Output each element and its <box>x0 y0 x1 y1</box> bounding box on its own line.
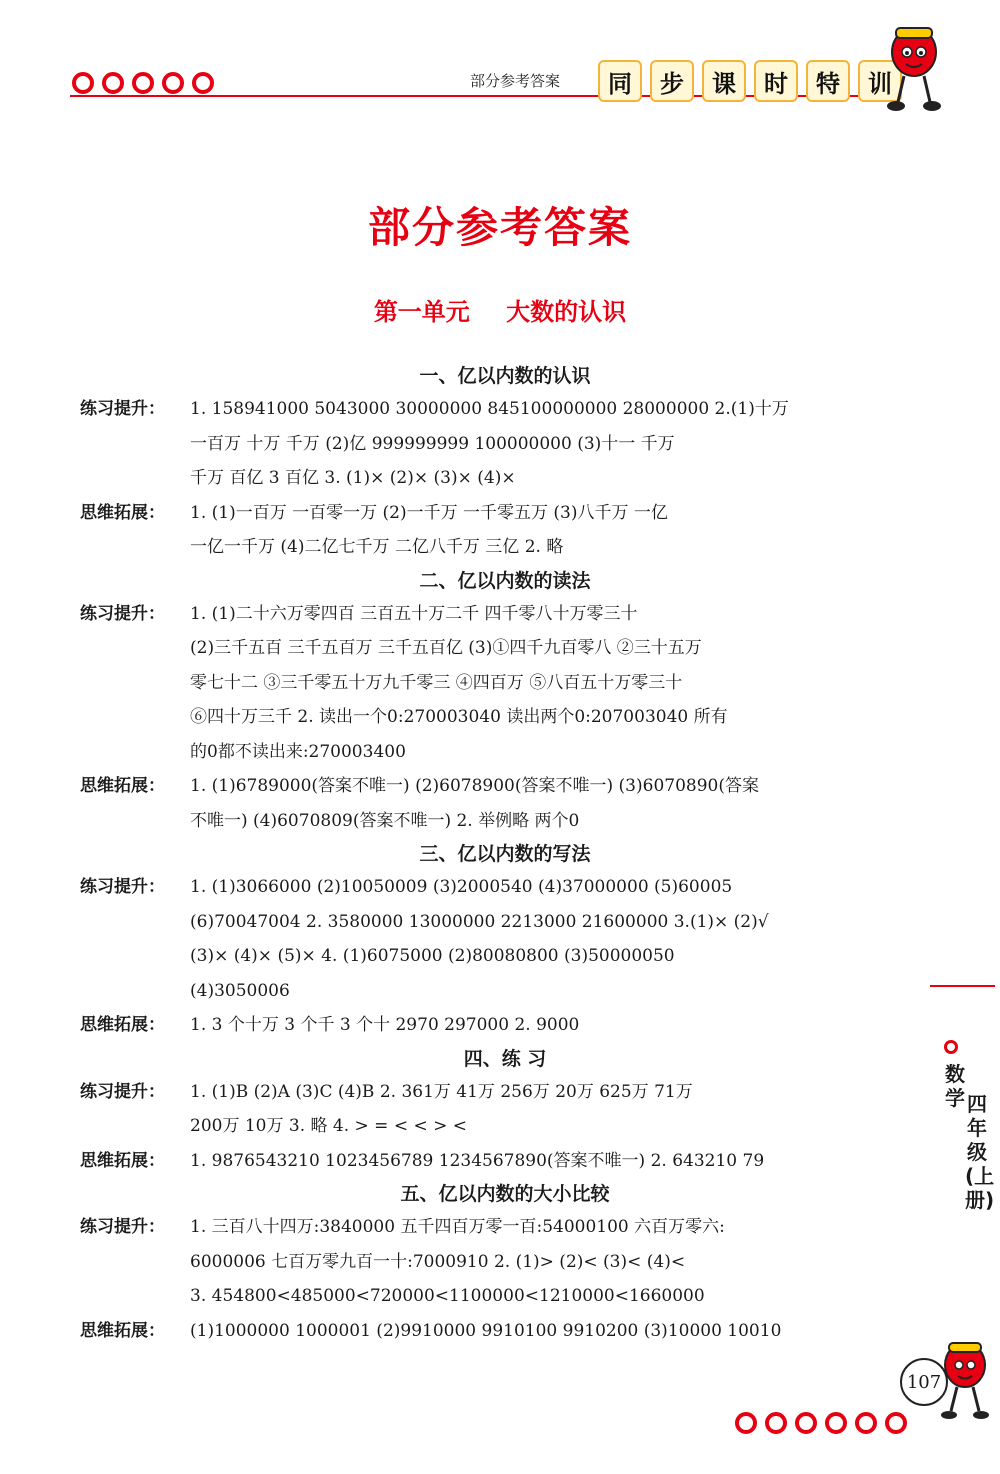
item-label: 思维拓展： <box>80 502 165 523</box>
answer-line: 3. 454800<485000<720000<1100000<1210000<1660000 <box>190 1286 705 1306</box>
answer-line: 1. (1)6789000(答案不唯一) (2)6078900(答案不唯一) (3)6070890(答案 <box>190 776 759 796</box>
item-lines <box>190 496 910 565</box>
series-title-char: 步 <box>650 60 694 102</box>
item-lines <box>190 1075 910 1144</box>
decorative-dot <box>735 1412 757 1434</box>
circle-icon <box>944 1040 958 1054</box>
answer-item <box>80 1075 910 1144</box>
section-title: 一、亿以内数的认识 <box>419 365 591 387</box>
item-lines <box>190 392 910 496</box>
section-1 <box>80 360 910 565</box>
series-title <box>598 60 902 102</box>
series-title-char: 特 <box>806 60 850 102</box>
section-3 <box>80 838 910 1043</box>
series-title-char: 时 <box>754 60 798 102</box>
header-label: 部分参考答案 <box>470 72 561 90</box>
answer-line: 1. (1)二十六万零四百 三百五十万二千 四千零八十万零三十 <box>190 603 638 624</box>
answer-line: 1. (1)B (2)A (3)C (4)B 2. 361万 41万 256万 20万 625万 71万 <box>190 1081 693 1102</box>
section-4 <box>80 1043 910 1179</box>
item-label: 练习提升： <box>80 399 165 419</box>
item-label: 练习提升： <box>80 877 165 897</box>
answer-line: (3)× (4)× (5)× 4. (1)6075000 (2)80080800 (3)50000050 <box>190 946 675 966</box>
decorative-dot <box>132 72 154 94</box>
item-label: 练习提升： <box>80 1081 165 1102</box>
side-tab-rule <box>930 985 995 987</box>
decorative-dot <box>855 1412 877 1434</box>
answer-item <box>80 870 910 1008</box>
section-title: 五、亿以内数的大小比较 <box>400 1183 610 1205</box>
item-label: 思维拓展： <box>80 776 165 796</box>
section-5 <box>80 1178 910 1348</box>
page-header <box>0 0 1000 130</box>
pencil-mascot-icon <box>935 1335 995 1425</box>
item-lines <box>190 870 910 1008</box>
item-lines <box>190 1314 910 1349</box>
answer-item <box>80 496 910 565</box>
header-decoration-dots <box>72 72 214 94</box>
answer-line: 一亿一千万 (4)二亿七千万 二亿八千万 三亿 2. 略 <box>190 537 564 557</box>
decorative-dot <box>102 72 124 94</box>
section-2 <box>80 565 910 839</box>
section-title: 二、亿以内数的读法 <box>419 569 591 592</box>
item-label: 思维拓展： <box>80 1150 165 1171</box>
answer-line: 不唯一) (4)6070809(答案不唯一) 2. 举例略 两个0 <box>190 810 580 831</box>
answer-item <box>80 769 910 838</box>
answer-line: 1. 9876543210 1023456789 1234567890(答案不唯一) 2. 643210 79 <box>190 1150 765 1171</box>
item-lines <box>190 1210 910 1314</box>
item-lines <box>190 769 910 838</box>
side-subject: 数学 <box>945 1062 965 1110</box>
pencil-mascot-icon <box>880 18 950 118</box>
item-lines <box>190 1008 910 1043</box>
decorative-dot <box>765 1412 787 1434</box>
page-title: 部分参考答案 <box>367 203 632 252</box>
answer-line: 1. 三百八十四万:3840000 五千四百万零一百:54000100 六百万零六: <box>190 1217 725 1237</box>
answer-line: 1. 3 个十万 3 个千 3 个十 2970 297000 2. 9000 <box>190 1015 580 1035</box>
item-label: 思维拓展： <box>80 1015 165 1035</box>
decorative-dot <box>192 72 214 94</box>
item-lines <box>190 1144 910 1179</box>
series-title-char: 训 <box>858 60 902 102</box>
decorative-dot <box>162 72 184 94</box>
answer-line: 1. (1)3066000 (2)10050009 (3)2000540 (4)37000000 (5)60005 <box>190 877 733 897</box>
answer-line: 6000006 七百万零九百一十:7000910 2. (1)> (2)< (3)< (4)< <box>190 1251 686 1272</box>
item-label: 思维拓展： <box>80 1320 165 1341</box>
answer-content <box>80 360 910 1348</box>
answer-item <box>80 597 910 770</box>
answer-line: 200万 10万 3. 略 4. > = < < > < <box>190 1116 468 1136</box>
answer-line: 零七十二 ③三千零五十万九千零三 ④四百万 ⑤八百五十万零三十 <box>190 672 683 693</box>
item-label: 练习提升： <box>80 603 165 624</box>
answer-item <box>80 392 910 496</box>
page-number: 107 <box>900 1358 948 1406</box>
answer-item <box>80 1210 910 1314</box>
unit-title: 第一单元 大数的认识 <box>373 298 627 326</box>
answer-line: 的0都不读出来:270003400 <box>190 741 406 762</box>
section-title: 四、练 习 <box>463 1047 547 1070</box>
series-title-char: 同 <box>598 60 642 102</box>
item-lines <box>190 597 910 770</box>
answer-line: (6)70047004 2. 3580000 13000000 2213000 21600000 3.(1)× (2)√ <box>190 911 769 932</box>
item-label: 练习提升： <box>80 1217 165 1237</box>
decorative-dot <box>825 1412 847 1434</box>
answer-line: ⑥四十万三千 2. 读出一个0:270003040 读出两个0:207003040 所有 <box>190 707 728 727</box>
decorative-dot <box>72 72 94 94</box>
answer-line: (4)3050006 <box>190 980 290 1001</box>
decorative-dot <box>795 1412 817 1434</box>
answer-line: (2)三千五百 三千五百万 三千五百亿 (3)①四千九百零八 ②三十五万 <box>190 638 702 658</box>
footer-decoration-dots <box>735 1412 907 1434</box>
decorative-dot <box>885 1412 907 1434</box>
side-grade: 四年级(上册) <box>965 1092 995 1212</box>
answer-item <box>80 1008 910 1043</box>
answer-line: 千万 百亿 3 百亿 3. (1)× (2)× (3)× (4)× <box>190 468 516 488</box>
answer-item <box>80 1144 910 1179</box>
answer-line: 1. (1)一百万 一百零一万 (2)一千万 一千零五万 (3)八千万 一亿 <box>190 502 668 523</box>
answer-item <box>80 1314 910 1349</box>
section-title: 三、亿以内数的写法 <box>419 843 591 865</box>
series-title-char: 课 <box>702 60 746 102</box>
answer-line: 一百万 十万 千万 (2)亿 999999999 100000000 (3)十一 千万 <box>190 433 675 454</box>
answer-line: 1. 158941000 5043000 30000000 845100000000 28000000 2.(1)十万 <box>190 399 789 419</box>
answer-line: (1)1000000 1000001 (2)9910000 9910100 9910200 (3)10000 10010 <box>190 1320 782 1341</box>
